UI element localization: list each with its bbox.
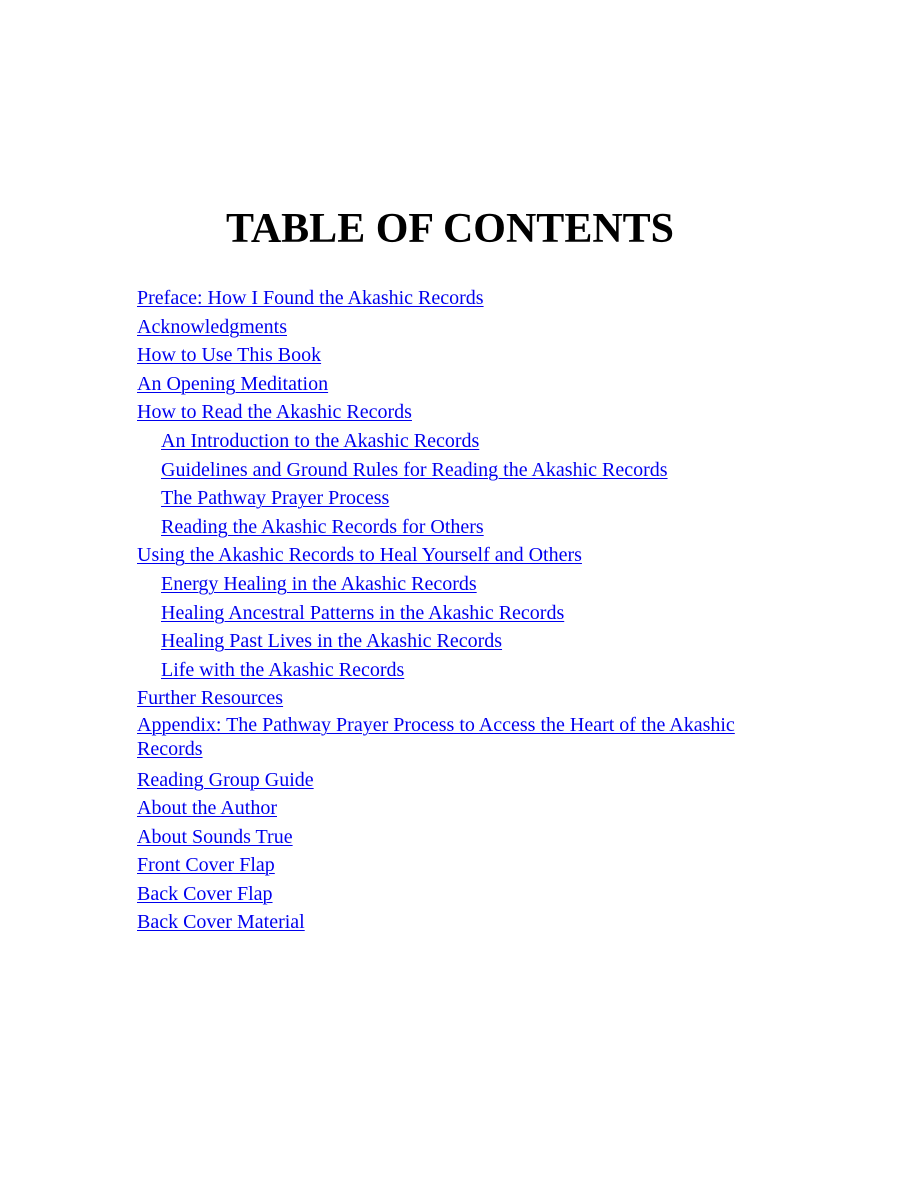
toc-link-opening-meditation[interactable]: An Opening Meditation [137,372,329,395]
toc-link-acknowledgments[interactable]: Acknowledgments [137,315,287,338]
toc-link-back-cover-material[interactable]: Back Cover Material [137,911,305,934]
toc-link-past-lives[interactable]: Healing Past Lives in the Akashic Records [161,630,503,653]
toc-link-preface[interactable]: Preface: How I Found the Akashic Records [137,287,484,309]
toc-link-about-author[interactable]: About the Author [137,797,277,820]
toc-item-appendix [137,713,787,761]
toc-link-introduction[interactable]: An Introduction to the Akashic Records [161,429,480,452]
toc-item-about-sounds-true [137,823,787,852]
toc-link-energy-healing[interactable]: Energy Healing in the Akashic Records [161,572,477,595]
toc-link-reading-group-guide[interactable]: Reading Group Guide [137,768,314,791]
toc-link-pathway-prayer[interactable]: The Pathway Prayer Process [161,487,390,510]
toc-item-pathway-prayer [137,484,787,513]
toc-link-ancestral-patterns[interactable]: Healing Ancestral Patterns in the Akashic Records [161,601,565,624]
toc-link-how-to-read[interactable]: How to Read the Akashic Records [137,401,412,424]
toc-item-further-resources [137,684,787,713]
toc-item-reading-for-others [137,513,787,542]
toc-item-back-cover-flap [137,880,787,909]
toc-link-further-resources[interactable]: Further Resources [137,687,284,710]
toc-link-guidelines[interactable]: Guidelines and Ground Rules for Reading the Akashic Records [161,458,668,481]
toc-item-guidelines [137,456,787,485]
toc-link-about-sounds-true[interactable]: About Sounds True [137,825,293,848]
toc-item-how-to-use [137,341,787,370]
toc-item-preface [137,284,787,313]
toc-item-ancestral-patterns [137,599,787,628]
toc-item-introduction [137,427,787,456]
toc-link-life-with-records[interactable]: Life with the Akashic Records [161,658,405,681]
toc-link-using-to-heal[interactable]: Using the Akashic Records to Heal Yourself and Others [137,544,582,567]
toc-item-energy-healing [137,570,787,599]
toc-item-acknowledgments [137,313,787,342]
toc-item-back-cover-material [137,908,787,937]
toc-item-reading-group-guide [137,766,787,795]
toc-link-appendix[interactable]: Appendix: The Pathway Prayer Process to Access the Heart of the Akashic Records [137,713,735,760]
toc-item-using-to-heal [137,541,787,570]
page-title: TABLE OF CONTENTS [225,206,675,252]
toc-item-front-cover-flap [137,851,787,880]
toc-item-about-author [137,794,787,823]
table-of-contents [137,284,787,937]
toc-item-opening-meditation [137,370,787,399]
toc-item-how-to-read [137,398,787,427]
toc-link-front-cover-flap[interactable]: Front Cover Flap [137,854,275,877]
toc-link-back-cover-flap[interactable]: Back Cover Flap [137,882,273,905]
toc-item-life-with-records [137,656,787,685]
toc-link-how-to-use[interactable]: How to Use This Book [137,344,322,367]
toc-item-past-lives [137,627,787,656]
toc-link-reading-for-others[interactable]: Reading the Akashic Records for Others [161,515,484,538]
